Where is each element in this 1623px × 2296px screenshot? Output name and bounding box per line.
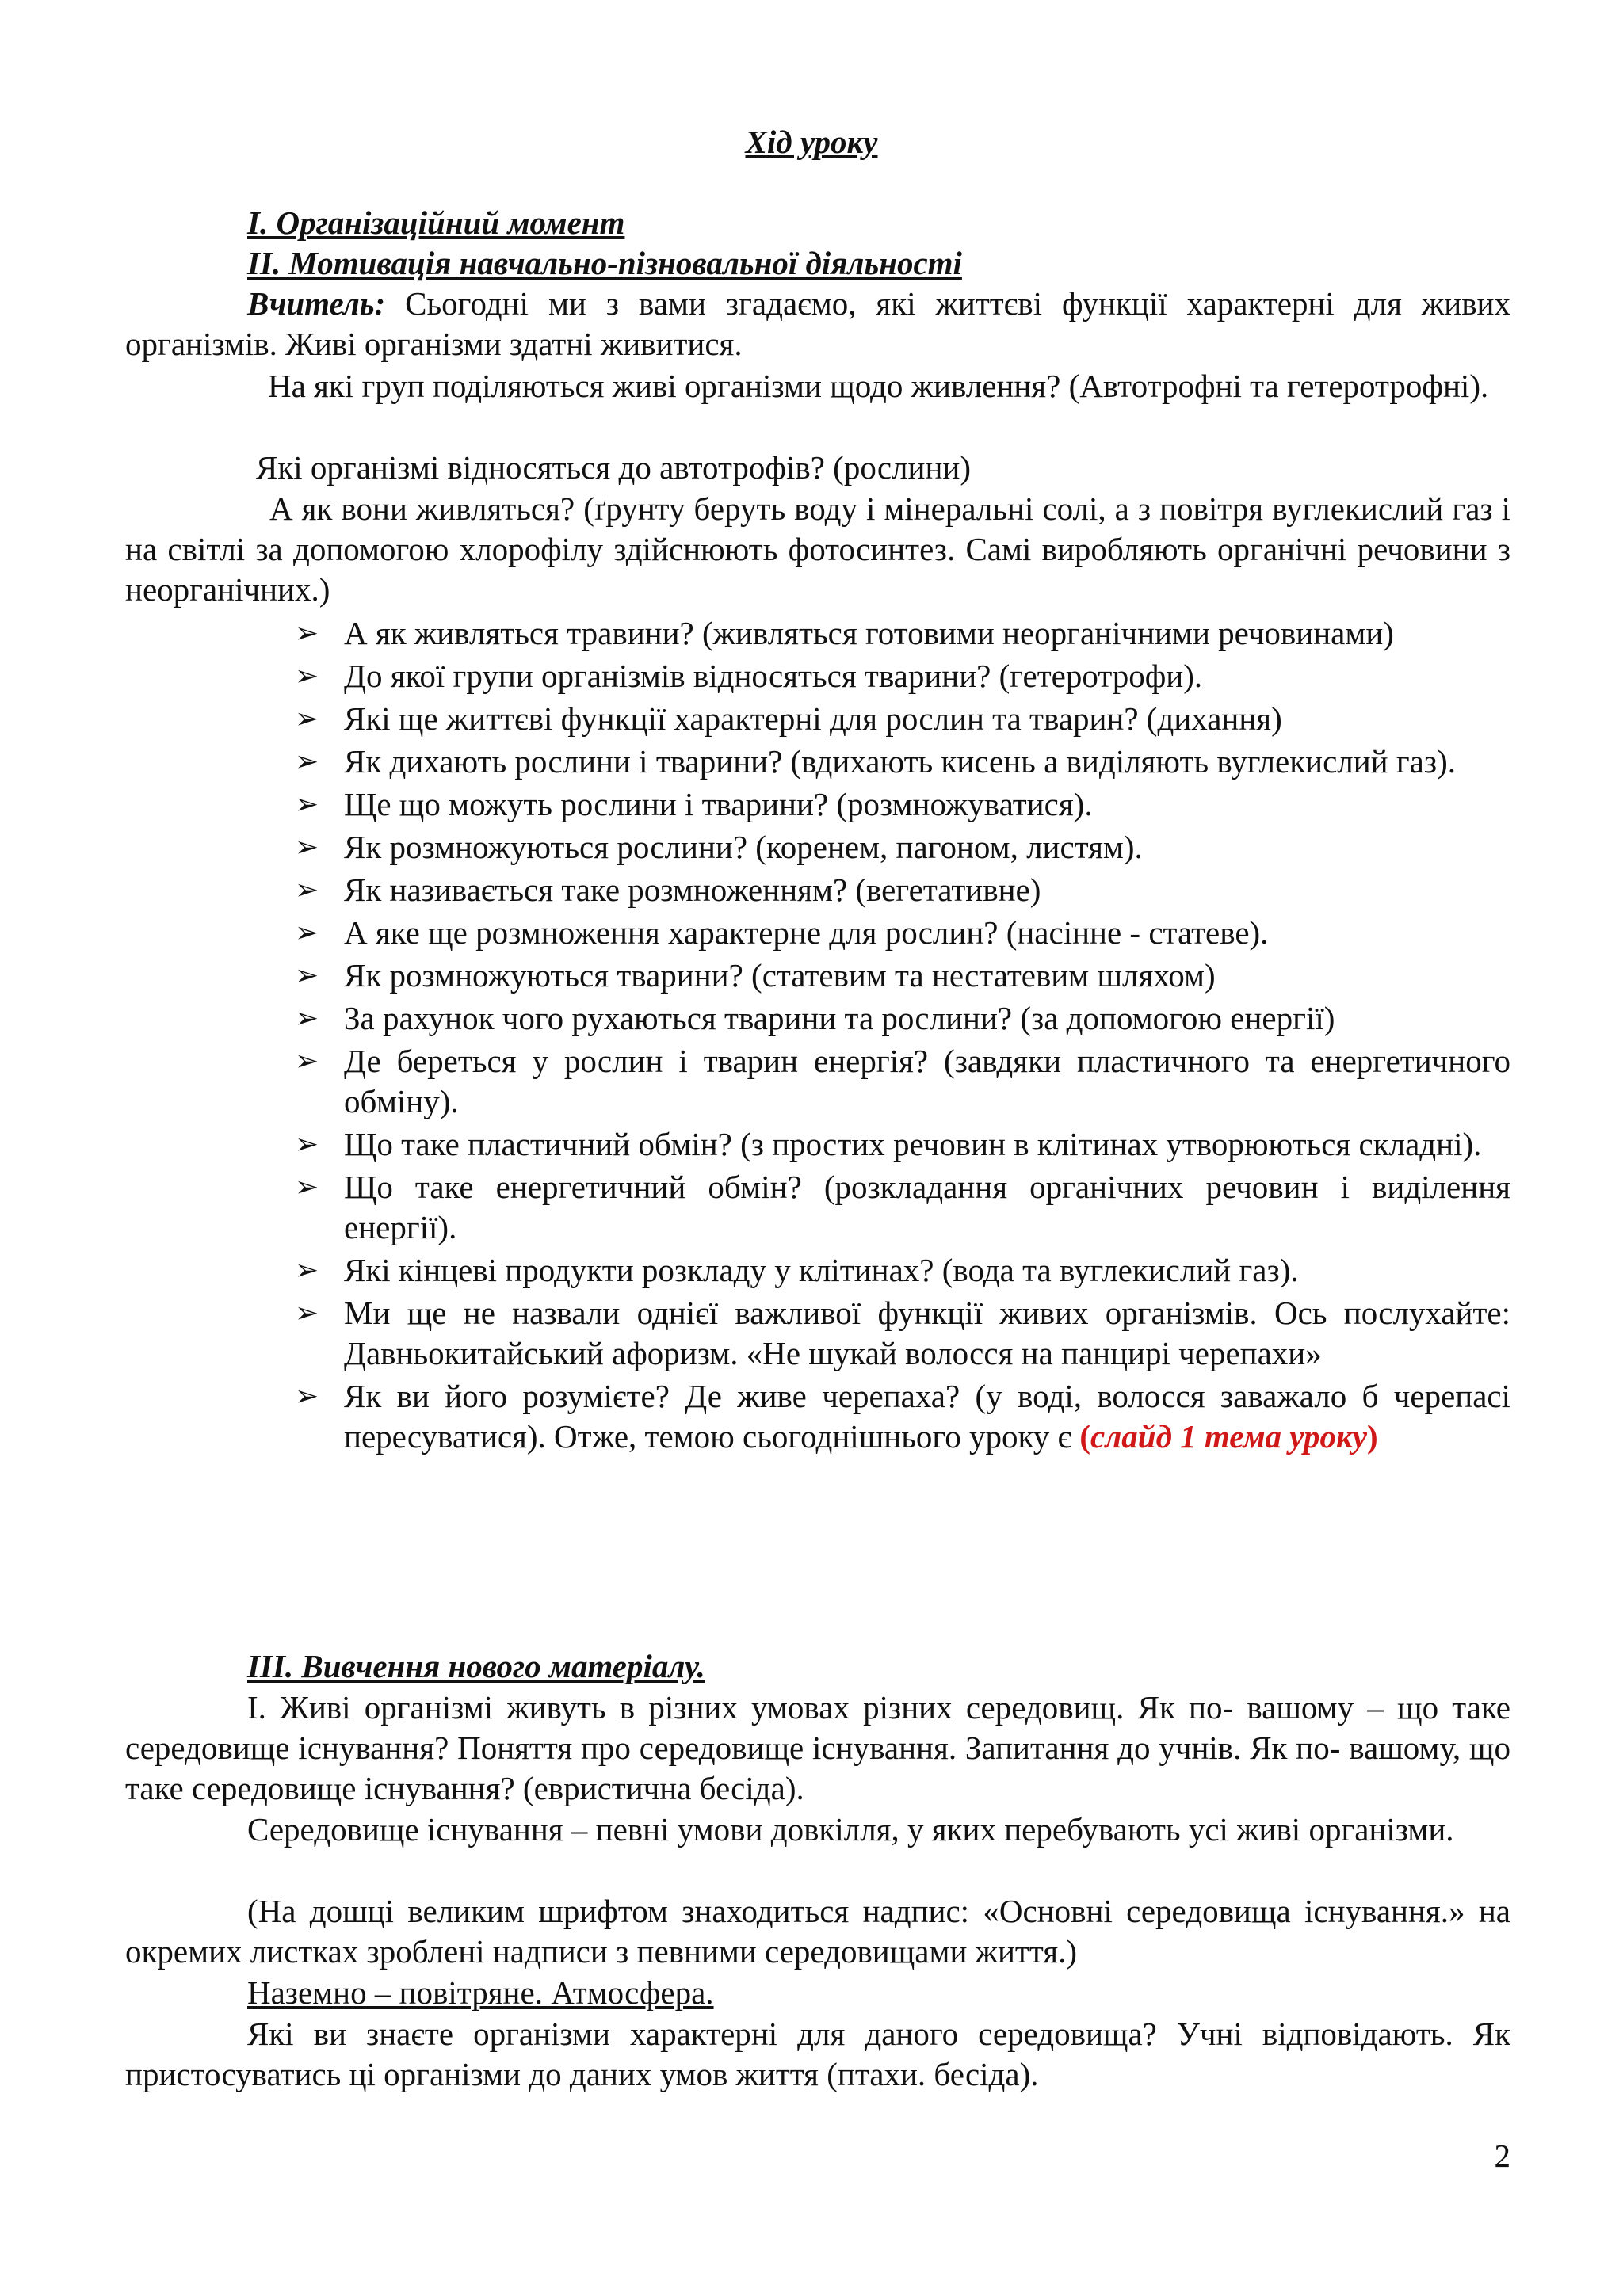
body-paragraph-4 [125, 1973, 1510, 2013]
arrow-bullet-icon: ➢ [295, 874, 319, 906]
arrow-bullet-icon: ➢ [295, 1297, 319, 1329]
arrow-bullet-icon: ➢ [295, 617, 319, 650]
list-item: ➢ Як дихають рослини і тварини? (вдихають кисень а виділяють вуглекислий газ). [295, 742, 1510, 782]
arrow-bullet-icon: ➢ [295, 959, 319, 992]
arrow-bullet-icon: ➢ [295, 1002, 319, 1035]
slide-reference: слайд 1 тема уроку [1090, 1418, 1367, 1455]
list-item: ➢ Які ще життєві функції характерні для рослин та тварин? (дихання) [295, 699, 1510, 739]
body-paragraph-5: Які ви знаєте організми характерні для даного середовища? Учні відповідають. Як пристосуватись ці організми до даних умов життя (птахи. бесіда). [125, 2016, 1510, 2092]
arrow-bullet-icon: ➢ [295, 746, 319, 778]
body-paragraph-2: Середовище існування – певні умови довкілля, у яких перебувають усі живі організми. [247, 1811, 1454, 1848]
question-paragraph-2: Які організмі відносяться до автотрофів? (рослини) [256, 449, 971, 486]
arrow-bullet-icon: ➢ [295, 1254, 319, 1287]
question-list [295, 613, 1510, 1459]
list-item: ➢ Як називається таке розмноженням? (вегетативне) [295, 870, 1510, 910]
arrow-bullet-icon: ➢ [295, 917, 319, 949]
teacher-text: Сьогодні ми з вами згадаємо, які життєві функції характерні для живих організмів. Живі організми здатні живитися. [125, 285, 1510, 362]
arrow-bullet-icon: ➢ [295, 1380, 319, 1413]
section-heading-2: ІІ. Мотивація навчально-пізновальної діяльності [247, 245, 962, 281]
list-item: ➢ Ще що можуть рослини і тварини? (розмножуватися). [295, 784, 1510, 825]
arrow-bullet-icon: ➢ [295, 1045, 319, 1077]
arrow-bullet-icon: ➢ [295, 1128, 319, 1161]
list-item: ➢ За рахунок чого рухаються тварини та рослини? (за допомогою енергії) [295, 998, 1510, 1039]
environment-heading: Наземно – повітряне. Атмосфера. [247, 1974, 714, 2011]
question-paragraph-3: А як вони живляться? (ґрунту беруть воду і мінеральні солі, а з повітря вуглекислий газ і на світлі за допомогою хлорофілу здійснюють фотосинтез. Самі виробляють органічні речовини з неорганічних.) [125, 490, 1510, 608]
list-item: ➢ Де береться у рослин і тварин енергія? (завдяки пластичного та енергетичного обміну). [295, 1043, 1510, 1119]
list-item: ➢ До якої групи організмів відносяться тварини? (гетеротрофи). [295, 656, 1510, 696]
page-number: 2 [1494, 2138, 1510, 2174]
arrow-bullet-icon: ➢ [295, 788, 319, 821]
list-item: ➢ Як розмножуються тварини? (статевим та нестатевим шляхом) [295, 955, 1510, 996]
arrow-bullet-icon: ➢ [295, 1171, 319, 1203]
teacher-label: Вчитель: [247, 285, 386, 322]
list-item: ➢ А як живляться травини? (живляться готовими неорганічними речовинами) [295, 613, 1510, 654]
arrow-bullet-icon: ➢ [295, 703, 319, 735]
list-item: ➢ Які кінцеві продукти розкладу у клітинах? (вода та вуглекислий газ). [295, 1250, 1510, 1291]
list-item-last: ➢ Як ви його розумієте? Де живе черепаха? (у воді, волосся заважало б черепасі пересуватися). Отже, темою сьогоднішнього уроку є (слайд 1 тема уроку) [295, 1378, 1510, 1455]
body-paragraph-1: І. Живі організмі живуть в різних умовах різних середовищ. Як по- вашому – що таке середовище існування? Поняття про середовище існування. Запитання до учнів. Як по- вашому, що таке середовище існування? (евристична бесіда). [125, 1689, 1510, 1806]
page-title: Хід уроку [745, 124, 878, 160]
body-paragraph-3: (На дошці великим шрифтом знаходиться надпис: «Основні середовища існування.» на окремих листках зроблені надписи з певними середовищами життя.) [125, 1893, 1510, 1970]
list-item: ➢ Що таке енергетичний обмін? (розкладання органічних речовин і виділення енергії). [295, 1169, 1510, 1245]
list-item: ➢ Ми ще не назвали однієї важливої функції живих організмів. Ось послухайте: Давньокитайський афоризм. «Не шукай волосся на панцирі черепахи» [295, 1295, 1510, 1371]
list-item: ➢ Як розмножуються рослини? (коренем, пагоном, листям). [295, 827, 1510, 868]
slide-paren-close: ) [1366, 1418, 1378, 1455]
arrow-bullet-icon: ➢ [295, 660, 319, 692]
list-item: ➢ А яке ще розмноження характерне для рослин? (насінне - статеве). [295, 913, 1510, 953]
teacher-paragraph [125, 284, 1510, 364]
list-item: ➢ Що таке пластичний обмін? (з простих речовин в клітинах утворюються складні). [295, 1124, 1510, 1165]
question-paragraph-1: На які груп поділяються живі організми щодо живлення? (Автотрофні та гетеротрофні). [268, 368, 1489, 404]
slide-paren-open: ( [1079, 1418, 1091, 1455]
section-heading-1: І. Організаційний момент [247, 204, 625, 241]
arrow-bullet-icon: ➢ [295, 831, 319, 864]
section-heading-3: ІІІ. Вивчення нового матеріалу. [247, 1648, 705, 1684]
